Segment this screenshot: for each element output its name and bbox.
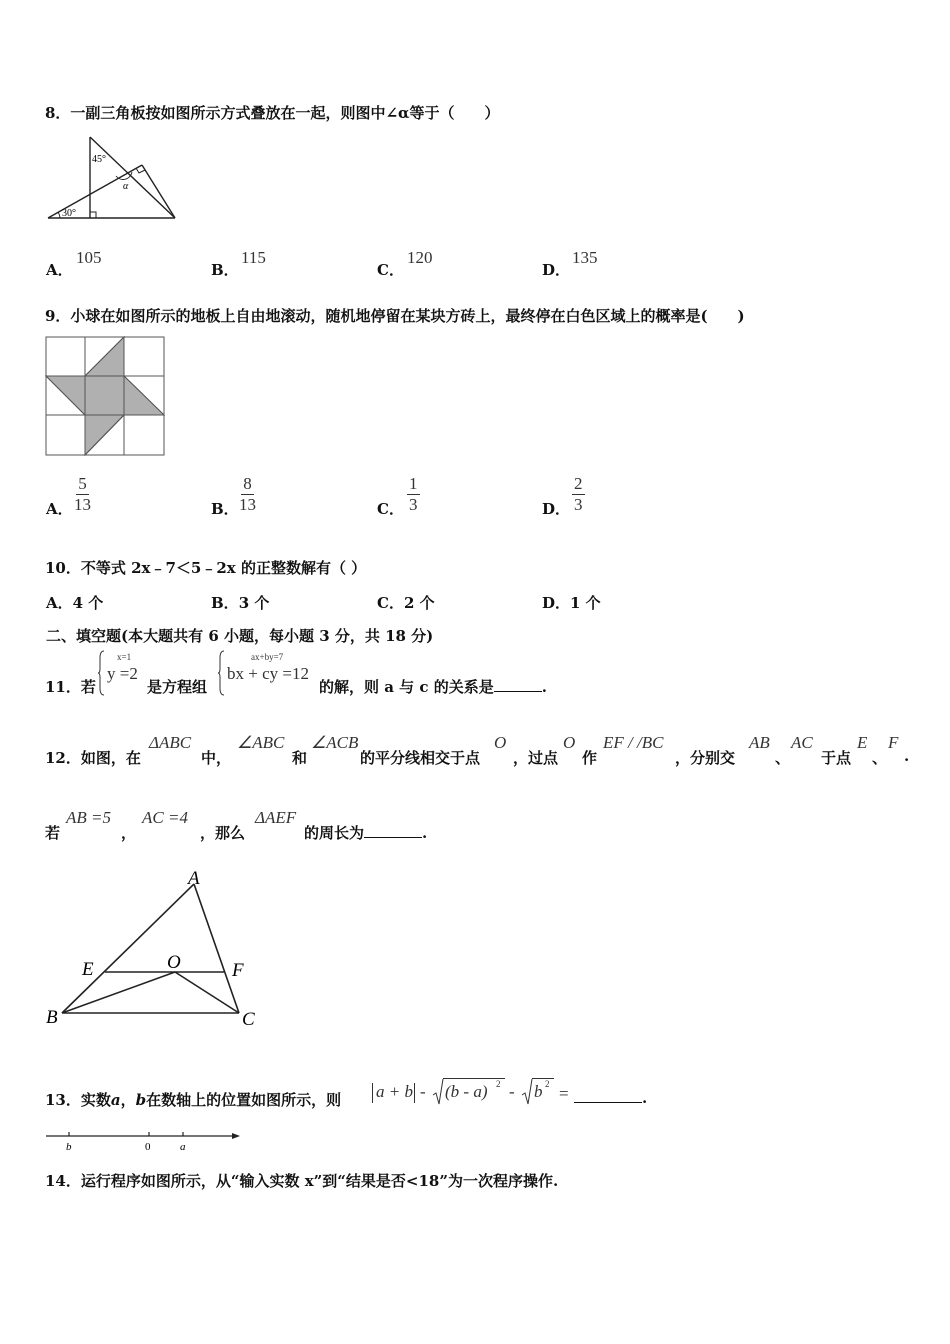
q9-option-b-den: 13 (239, 495, 256, 514)
q9-floor-tile-figure (44, 335, 166, 457)
q11-suffix-line (319, 676, 547, 697)
q13-sqrt-sign-2 (521, 1078, 533, 1106)
angle-45-label: 45° (92, 154, 106, 165)
q13-abs-bar-right (414, 1083, 415, 1103)
q10-option-a (46, 592, 103, 613)
q12-l2-t6-line (304, 822, 427, 843)
q13-abs-content: a + b (376, 1082, 413, 1101)
q12-l2-t2: ， (121, 824, 137, 842)
q8-option-d-value: 135 (572, 248, 598, 267)
q12-l2-t7: . (422, 824, 428, 842)
q8-option-b-label: B． (211, 261, 239, 279)
q13-sqrt-2-content: b (534, 1082, 543, 1101)
q10-option-d (542, 592, 601, 613)
q12-ac: AC (791, 733, 813, 752)
q12-t12: ，分别交 (675, 749, 736, 767)
q12-triangle-aef: ΔAEF (255, 808, 297, 827)
q12-t2: 中， (201, 749, 232, 767)
q12-t16: 于点 (821, 749, 852, 767)
q10-option-a-value: 4 个 (72, 594, 104, 612)
q12-t6: 的平分线相交于点 (360, 749, 481, 767)
q12-o-2: O (563, 733, 576, 752)
q12-ab-value: AB =5 (66, 808, 111, 827)
q10-option-a-label: A． (46, 594, 73, 612)
section-heading: 二、填空题(本大题共有 6 小题，每小题 3 分，共 18 分) (46, 627, 434, 645)
q13-end: . (642, 1089, 648, 1107)
vertex-c-label: C (242, 1009, 255, 1030)
q13-sqrt-2-exp: 2 (545, 1079, 550, 1089)
q12-answer-blank[interactable] (364, 837, 422, 838)
q12-t10: 作 (582, 749, 598, 767)
q12-o-1: O (494, 733, 507, 752)
q13-mid: 在数轴上的位置如图所示，则 (146, 1091, 342, 1109)
q9-option-c-label: C． (377, 500, 404, 518)
axis-zero-label: 0 (145, 1141, 151, 1153)
q9-option-b-num: 8 (243, 474, 252, 493)
q13-sep: ， (120, 1091, 136, 1109)
vertex-e-label: E (82, 959, 94, 980)
q11-answer-blank[interactable] (494, 691, 542, 692)
q10-option-d-label: D． (542, 594, 571, 612)
q10-option-b-value: 3 个 (238, 594, 270, 612)
q13-var-a: a (110, 1091, 121, 1109)
q10-option-c-label: C． (377, 594, 404, 612)
q12-t14: 、 (775, 749, 791, 767)
axis-b-label: b (66, 1141, 72, 1153)
angle-alpha-label: α (123, 181, 129, 192)
q13-number-line (44, 1128, 242, 1156)
q8-option-c-label: C． (377, 261, 404, 279)
vertex-b-label: B (46, 1007, 58, 1028)
q9-option-c-den: 3 (409, 495, 418, 514)
q11-sys2-top: ax+by=7 (251, 652, 284, 662)
vertex-o-label: O (167, 952, 181, 973)
q12-ac-value: AC =4 (142, 808, 188, 827)
q12-ab: AB (749, 733, 770, 752)
q11-sys1-top: x=1 (117, 652, 132, 662)
axis-a-label: a (180, 1141, 186, 1153)
q12-t20: . (904, 747, 910, 765)
q12-f: F (888, 733, 899, 752)
q10-option-b-label: B． (211, 594, 239, 612)
q12-e: E (857, 733, 868, 752)
q9-option-a-den: 13 (74, 495, 91, 514)
q10-option-c (377, 592, 435, 613)
q13-sqrt-1-content: (b - a) (445, 1082, 488, 1101)
q12-angle-acb: ∠ACB (311, 733, 359, 752)
vertex-f-label: F (232, 960, 244, 981)
q8-option-c-value: 120 (407, 248, 433, 267)
q11-brace-2 (217, 650, 225, 696)
q9-option-a-num: 5 (78, 474, 87, 493)
q9-option-b-fraction (239, 474, 256, 515)
q12-triangle-figure (44, 862, 264, 1034)
q8-option-b-value: 115 (241, 248, 266, 267)
q13-abs-bar-left (372, 1083, 373, 1103)
q12-l2-t6: 的周长为 (304, 824, 365, 842)
q13-answer-blank[interactable] (574, 1102, 642, 1103)
q12-triangle-abc: ΔABC (149, 733, 192, 752)
q13-minus-2: - (509, 1082, 515, 1101)
q13-sqrt-1-exp: 2 (496, 1079, 501, 1089)
q13-prefix: 13．实数 (45, 1091, 111, 1109)
q12-l2-t4: ，那么 (200, 824, 246, 842)
q13-minus-1: - (420, 1082, 426, 1101)
q13-sqrt-bar-2 (532, 1078, 554, 1079)
q11-end: . (541, 678, 547, 696)
q13-blank-line (574, 1089, 647, 1107)
q10-option-b (211, 592, 269, 613)
q9-option-b-label: B． (211, 500, 239, 518)
q8-option-d-label: D． (542, 261, 571, 279)
q12-t0: 12．如图，在 (45, 749, 141, 767)
q9-stem: 9．小球在如图所示的地板上自由地滚动，随机地停留在某块方砖上，最终停在白色区域上的概率是( ) (45, 307, 745, 325)
q11-suffix: 的解，则 a 与 c 的关系是 (319, 678, 494, 696)
q8-option-a-value: 105 (76, 248, 102, 267)
q11-sys1-bottom: y =2 (107, 664, 138, 683)
q10-option-d-value: 1 个 (570, 594, 601, 612)
q12-t8: ，过点 (513, 749, 559, 767)
q11-prefix: 11．若 (45, 678, 96, 696)
q12-l2-t0: 若 (45, 824, 61, 842)
q12-ef-parallel-bc: EF / /BC (603, 733, 664, 752)
q9-option-a-label: A． (46, 500, 73, 518)
q9-option-c-fraction (407, 474, 420, 515)
q11-brace-1 (97, 650, 105, 696)
q9-option-c-num: 1 (409, 474, 418, 493)
angle-30-label: 30° (62, 208, 76, 219)
q9-option-d-fraction (572, 474, 585, 515)
q9-option-d-den: 3 (574, 495, 583, 514)
q13-var-b: b (135, 1091, 147, 1109)
vertex-a-label: A (188, 868, 200, 889)
q13-equals: = (559, 1084, 569, 1103)
q12-t18: 、 (872, 749, 888, 767)
q8-option-a-label: A． (46, 261, 73, 279)
q14-stem: 14．运行程序如图所示，从“输入实数 x”到“结果是否<18”为一次程序操作. (45, 1172, 559, 1190)
q13-sqrt-sign-1 (432, 1078, 444, 1106)
q11-sys2-bottom: bx + cy =12 (227, 664, 309, 683)
q9-option-a-fraction (74, 474, 91, 515)
q12-angle-abc: ∠ABC (237, 733, 285, 752)
q12-t4: 和 (292, 749, 308, 767)
q9-option-d-num: 2 (574, 474, 583, 493)
q13-text (45, 1089, 341, 1110)
q10-stem: 10．不等式 2x﹣7＜5﹣2x 的正整数解有（ ） (45, 559, 367, 577)
q10-option-c-value: 2 个 (403, 594, 435, 612)
q9-option-d-label: D． (542, 500, 571, 518)
q8-triangle-figure (44, 133, 180, 225)
q11-mid: 是方程组 (147, 678, 208, 696)
q8-stem: 8．一副三角板按如图所示方式叠放在一起，则图中∠α等于（ ） (45, 104, 500, 122)
